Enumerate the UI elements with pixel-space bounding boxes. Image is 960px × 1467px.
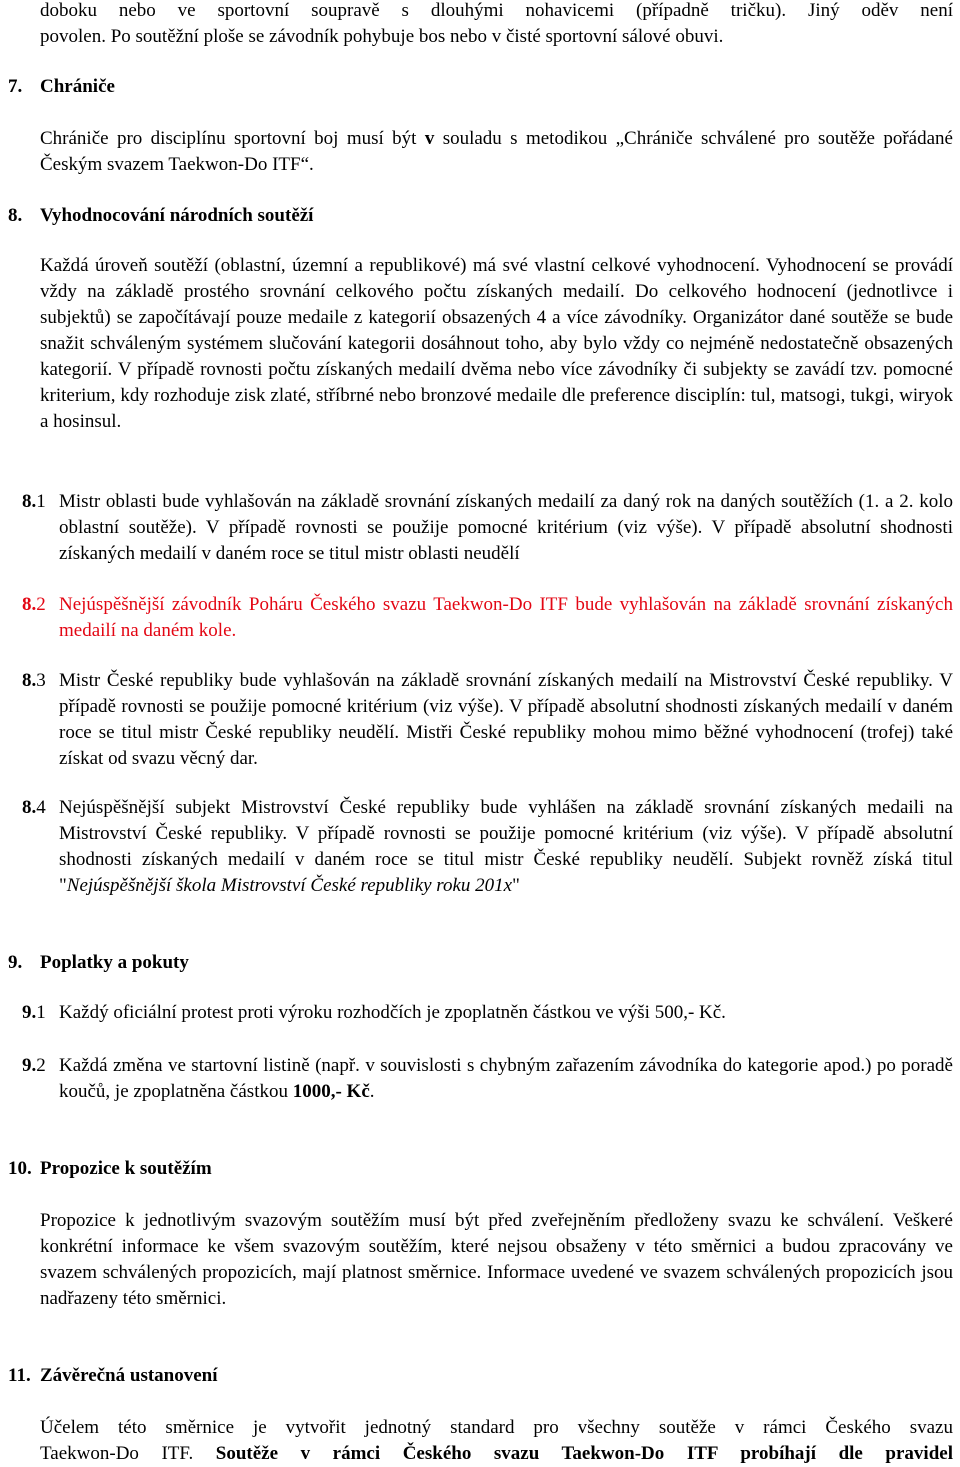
section-title: Závěrečná ustanovení	[40, 1365, 218, 1386]
subsection-8-3-number: 8.3	[22, 670, 46, 691]
section-title: Chrániče	[40, 76, 115, 97]
subsection-9-1-text: Každý oficiální protest proti výroku rozhodčích je zpoplatněn částkou ve výši 500,- Kč.	[59, 1002, 726, 1023]
subsection-9-2-text: Každá změna ve startovní listině (např. v souvislosti s chybným zařazením závodníka do kategorie apod.) po poradě koučů, je zpoplatněna částkou 1000,- Kč.	[59, 1055, 953, 1102]
section-title: Vyhodnocování národních soutěží	[40, 205, 314, 226]
section-title: Propozice k soutěžím	[40, 1158, 212, 1179]
section-9-heading	[8, 950, 948, 976]
subsection-8-2-number: 8.2	[22, 594, 46, 615]
subsection-8-1-text: Mistr oblasti bude vyhlašován na základě srovnání získaných medailí za daný rok na daných soutěžích (1. a 2. kolo oblastní soutěže). V případě rovnosti se použije pomocné kritérium (viz výše). V případě absolutní shodnosti získaných medailí v daném roce se titul mistr oblasti neudělí	[59, 491, 953, 564]
subsection-9-2-number: 9.2	[22, 1055, 46, 1076]
intro-line-2: povolen. Po soutěžní ploše se závodník pohybuje bos nebo v čisté sportovní sálové obuvi.	[40, 26, 724, 47]
section-7-paragraph: Chrániče pro disciplínu sportovní boj musí být v souladu s metodikou „Chrániče schválené pro soutěže pořádané Českým svazem Taekwon-Do ITF“.	[40, 128, 953, 175]
section-number: 9.	[8, 952, 23, 973]
section-number: 8.	[8, 205, 23, 226]
section-11-line-1: Účelem této směrnice je vytvořit jednotný standard pro všechny soutěže v rámci Českého svazu	[40, 1417, 953, 1438]
subsection-8-3-text: Mistr České republiky bude vyhlašován na základě srovnání získaných medailí na Mistrovství České republiky. V případě rovnosti se použije pomocné kritérium (viz výše). V případě absolutní shodnosti získaných medailí v daném roce se titul mistr České republiky neudělí. Mistři České republiky mohou mimo běžné vyhodnocení (trofej) také získat od svazu věcný dar.	[59, 670, 953, 769]
subsection-8-4-number: 8.4	[22, 797, 46, 818]
section-11-heading	[8, 1363, 948, 1389]
section-number: 10.	[8, 1158, 32, 1179]
section-number: 7.	[8, 76, 23, 97]
subsection-8-1-number: 8.1	[22, 491, 46, 512]
section-number: 11.	[8, 1365, 31, 1386]
section-8-heading	[8, 203, 948, 229]
section-10-heading	[8, 1156, 948, 1182]
section-11-line-2: Taekwon-Do ITF. Soutěže v rámci Českého svazu Taekwon-Do ITF probíhají dle pravidel	[40, 1443, 953, 1464]
subsection-9-1-number: 9.1	[22, 1002, 46, 1023]
section-10-paragraph: Propozice k jednotlivým svazovým soutěžím musí být před zveřejněním předloženy svazu ke schválení. Veškeré konkrétní informace ke všem svazovým soutěžím, které nejsou obsaženy v této směrnici a budou zpracovány ve svazem schválených propozicích, mají platnost směrnice. Informace uvedené ve svazem schválených propozicích jsou nadřazeny této směrnici.	[40, 1210, 953, 1309]
subsection-8-2-text: Nejúspěšnější závodník Poháru Českého svazu Taekwon-Do ITF bude vyhlašován na základě srovnání získaných medailí na daném kole.	[59, 594, 953, 641]
section-title: Poplatky a pokuty	[40, 952, 189, 973]
intro-line-1: doboku nebo ve sportovní soupravě s dlouhými nohavicemi (případně tričku). Jiný oděv není	[40, 0, 953, 21]
section-8-paragraph: Každá úroveň soutěží (oblastní, územní a republikové) má své vlastní celkové vyhodnocení. Vyhodnocení se provádí vždy na základě prostého srovnání celkového počtu získaných medailí. Do celkového hodnocení (jednotlivce i subjektů) se započítávají pouze medaile z kategorií obsazených 4 a více závodníky. Organizátor dané soutěže se bude snažit schváleným systémem slučování kategorii dosáhnout toho, aby bylo vždy co nejméně nedostatečně obsazených kategorií. V případě rovnosti počtu získaných medailí dvěma nebo více závodníky či subjekty se zavádí tzv. pomocné kriterium, kdy rozhoduje zisk zlaté, stříbrné nebo bronzové medaile dle preference disciplín: tul, matsogi, tukgi, wiryok a hosinsul.	[40, 255, 953, 432]
section-7-heading	[8, 74, 948, 100]
subsection-8-4-text: Nejúspěšnější subjekt Mistrovství České republiky bude vyhlášen na základě srovnání získaných medaili na Mistrovství České republiky. V případě rovnosti se použije pomocné kritérium (viz výše). V případě absolutní shodnosti získaných medailí v daném roce se titul mistr České republiky neudělí. Subjekt rovněž získá titul "Nejúspěšnější škola Mistrovství České republiky roku 201x"	[59, 797, 953, 896]
